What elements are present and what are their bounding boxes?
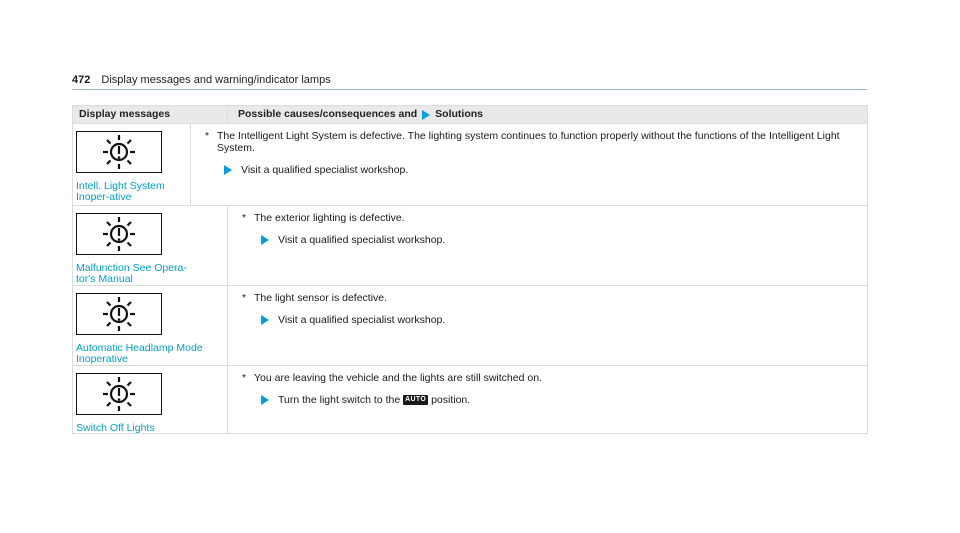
column-header-prefix: Possible causes/consequences and: [238, 108, 418, 120]
solution-text: Visit a qualified specialist workshop.: [278, 234, 446, 246]
display-message-cell: [73, 124, 191, 205]
cause-item: [205, 130, 867, 154]
display-message-text: Intell. Light System Inoper-ative: [76, 180, 165, 203]
causes-cell: [228, 366, 867, 433]
light-warning-icon: [76, 373, 162, 415]
column-header-suffix: Solutions: [435, 108, 484, 120]
solution-text-suffix: position.: [431, 394, 471, 406]
arrow-right-icon: [261, 395, 269, 405]
bullet: *: [242, 212, 247, 224]
solution-item: [205, 164, 867, 176]
cause-item: [242, 292, 867, 304]
page-number: 472: [72, 74, 91, 86]
bullet: *: [205, 130, 210, 142]
bullet: *: [242, 292, 247, 304]
display-message-text: Automatic Headlamp Mode Inoperative: [76, 342, 203, 365]
solution-item: [242, 234, 867, 246]
bullet: *: [242, 372, 247, 384]
cause-text: You are leaving the vehicle and the lights are still switched on.: [254, 372, 542, 384]
solution-text: Visit a qualified specialist workshop.: [241, 164, 409, 176]
column-header-display-messages: Display messages: [73, 106, 228, 123]
display-message-cell: [73, 206, 228, 285]
table-row: [73, 124, 867, 206]
causes-cell: [228, 206, 867, 285]
solution-text: Visit a qualified specialist workshop.: [278, 314, 446, 326]
display-messages-table: [72, 105, 868, 434]
table-row: [73, 206, 867, 286]
solution-item: [242, 314, 867, 326]
light-warning-icon: [76, 293, 162, 335]
display-message-cell: [73, 366, 228, 433]
display-message-text: Malfunction See Opera-tor's Manual: [76, 262, 187, 285]
cause-item: [242, 372, 867, 384]
arrow-right-icon: [261, 315, 269, 325]
page-header: [72, 73, 867, 90]
table-row: [73, 286, 867, 366]
cause-item: [242, 212, 867, 224]
cause-text: The Intelligent Light System is defective. The lighting system continues to function properly without the functions of the Intelligent Light System.: [217, 130, 840, 154]
cause-text: The light sensor is defective.: [254, 292, 388, 304]
solution-item: [242, 394, 867, 406]
causes-cell: [228, 286, 867, 365]
light-warning-icon: [76, 213, 162, 255]
arrow-right-icon: [422, 110, 430, 120]
table-row: [73, 366, 867, 433]
display-message-cell: [73, 286, 228, 365]
cause-text: The exterior lighting is defective.: [254, 212, 405, 224]
display-message-text: Switch Off Lights: [76, 422, 155, 434]
column-header-causes-solutions: [228, 106, 867, 123]
arrow-right-icon: [224, 165, 232, 175]
arrow-right-icon: [261, 235, 269, 245]
auto-light-switch-icon: AUTO: [405, 396, 427, 403]
section-title: Display messages and warning/indicator lamps: [101, 74, 331, 86]
causes-cell: [191, 124, 867, 205]
table-header: [73, 106, 867, 124]
solution-text-prefix: Turn the light switch to the: [278, 394, 401, 406]
light-warning-icon: [76, 131, 162, 173]
